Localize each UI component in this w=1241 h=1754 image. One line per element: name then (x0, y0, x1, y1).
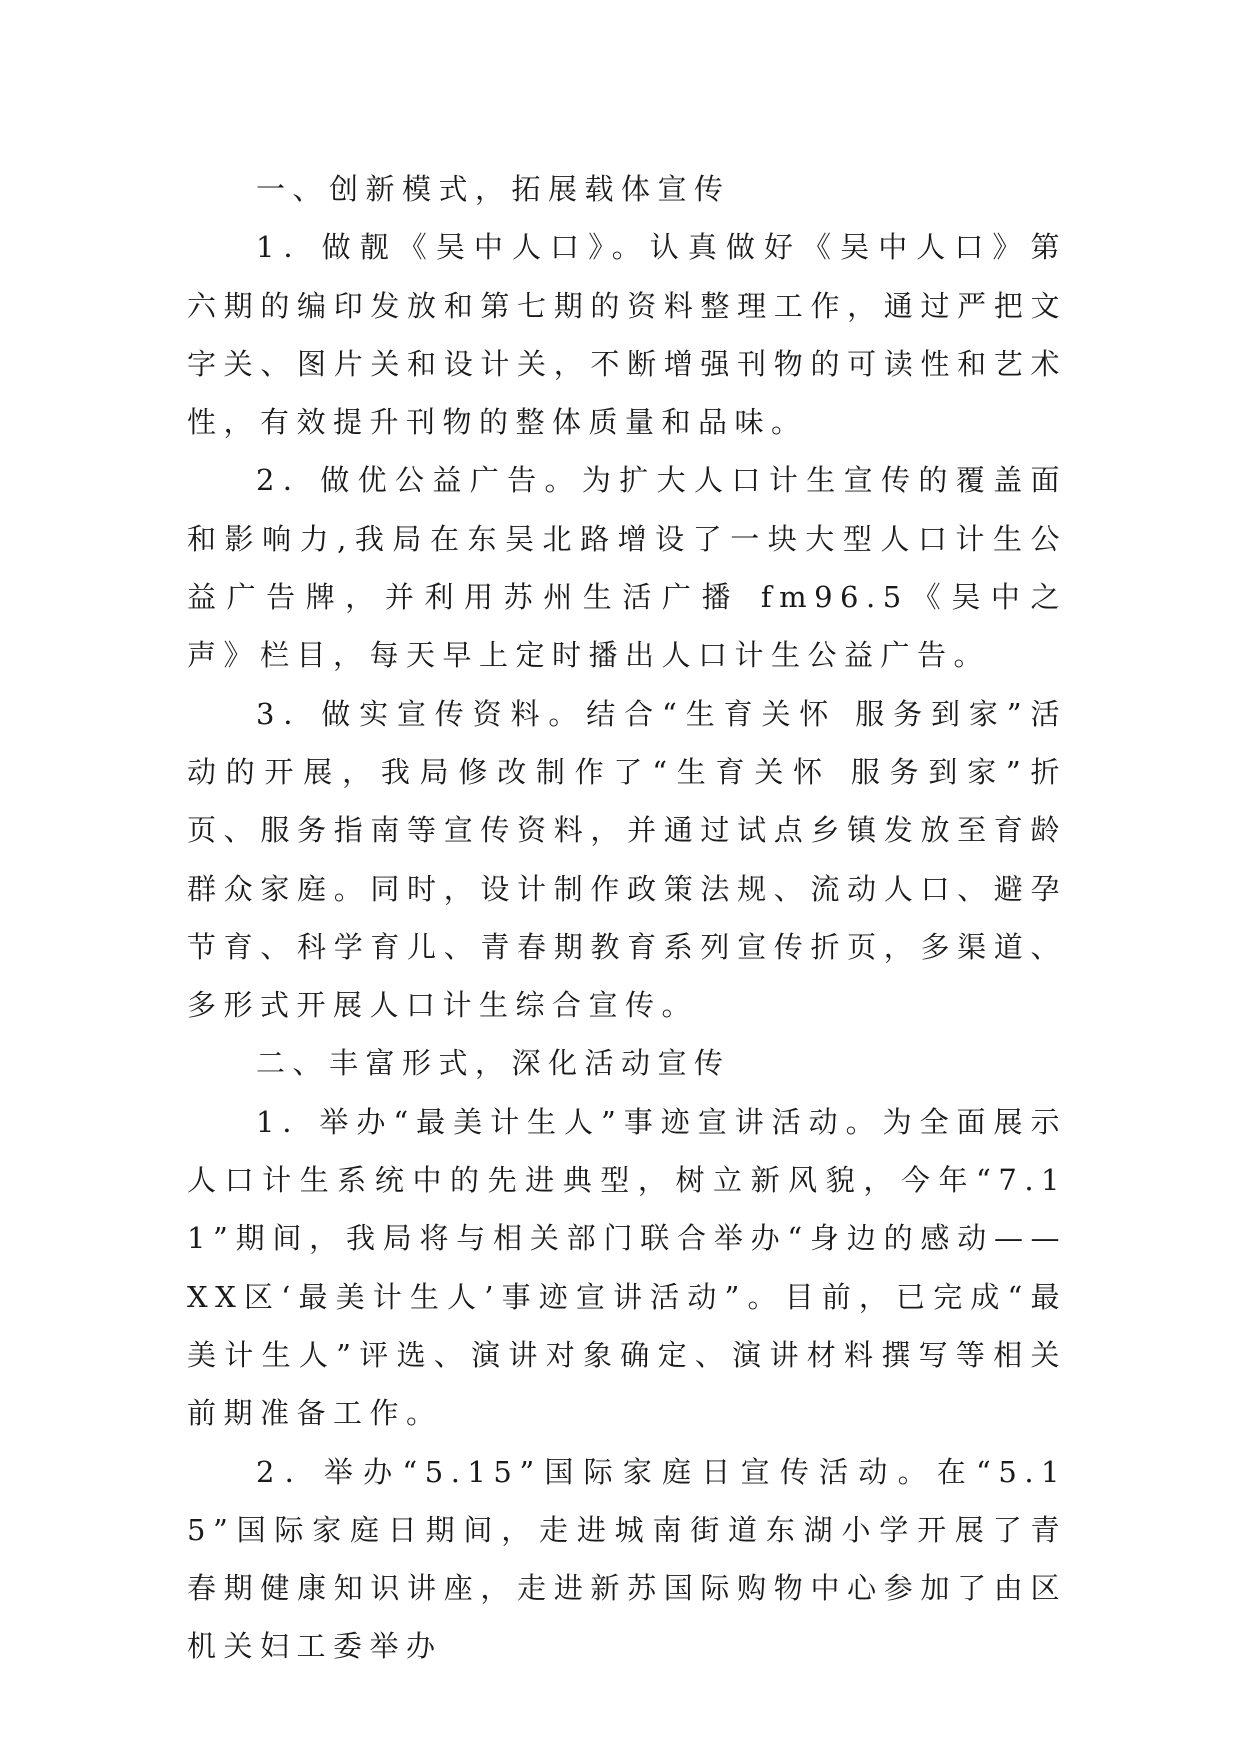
paragraph-2-2: 2．举办“5.15”国际家庭日宣传活动。在“5.15”国际家庭日期间，走进城南街道东湖小学开展了青春期健康知识讲座，走进新苏国际购物中心参加了由区机关妇工委举办 (187, 1454, 1067, 1664)
paragraph-2-1: 1．举办“最美计生人”事迹宣讲活动。为全面展示人口计生系统中的先进典型，树立新风貌，今年“7.11”期间，我局将与相关部门联合举办“身边的感动——XX区‘最美计生人’事迹宣讲活动”。目前，已完成“最美计生人”评选、演讲对象确定、演讲材料撰写等相关前期准备工作。 (187, 1104, 1067, 1431)
paragraph-1-2: 2．做优公益广告。为扩大人口计生宣传的覆盖面和影响力,我局在东吴北路增设了一块大型人口计生公益广告牌，并利用苏州生活广播 fm96.5《吴中之声》栏目，每天早上定时播出人口计生公益广告。 (187, 463, 1067, 673)
paragraph-1-1: 1．做靓《吴中人口》。认真做好《吴中人口》第六期的编印发放和第七期的资料整理工作，通过严把文字关、图片关和设计关，不断增强刊物的可读性和艺术性，有效提升刊物的整体质量和品味。 (187, 230, 1067, 440)
section-heading-2: 二、丰富形式，深化活动宣传 (256, 1046, 731, 1081)
section-heading-1: 一、创新模式，拓展载体宣传 (256, 172, 731, 206)
paragraph-1-3: 3．做实宣传资料。结合“生育关怀 服务到家”活动的开展，我局修改制作了“生育关怀 服务到家”折页、服务指南等宣传资料，并通过试点乡镇发放至育龄群众家庭。同时，设计制作政策法规、流动人口、避孕节育、科学育儿、青春期教育系列宣传折页，多渠道、多形式开展人口计生综合宣传。 (187, 696, 1067, 1023)
document-body (187, 160, 1067, 1676)
